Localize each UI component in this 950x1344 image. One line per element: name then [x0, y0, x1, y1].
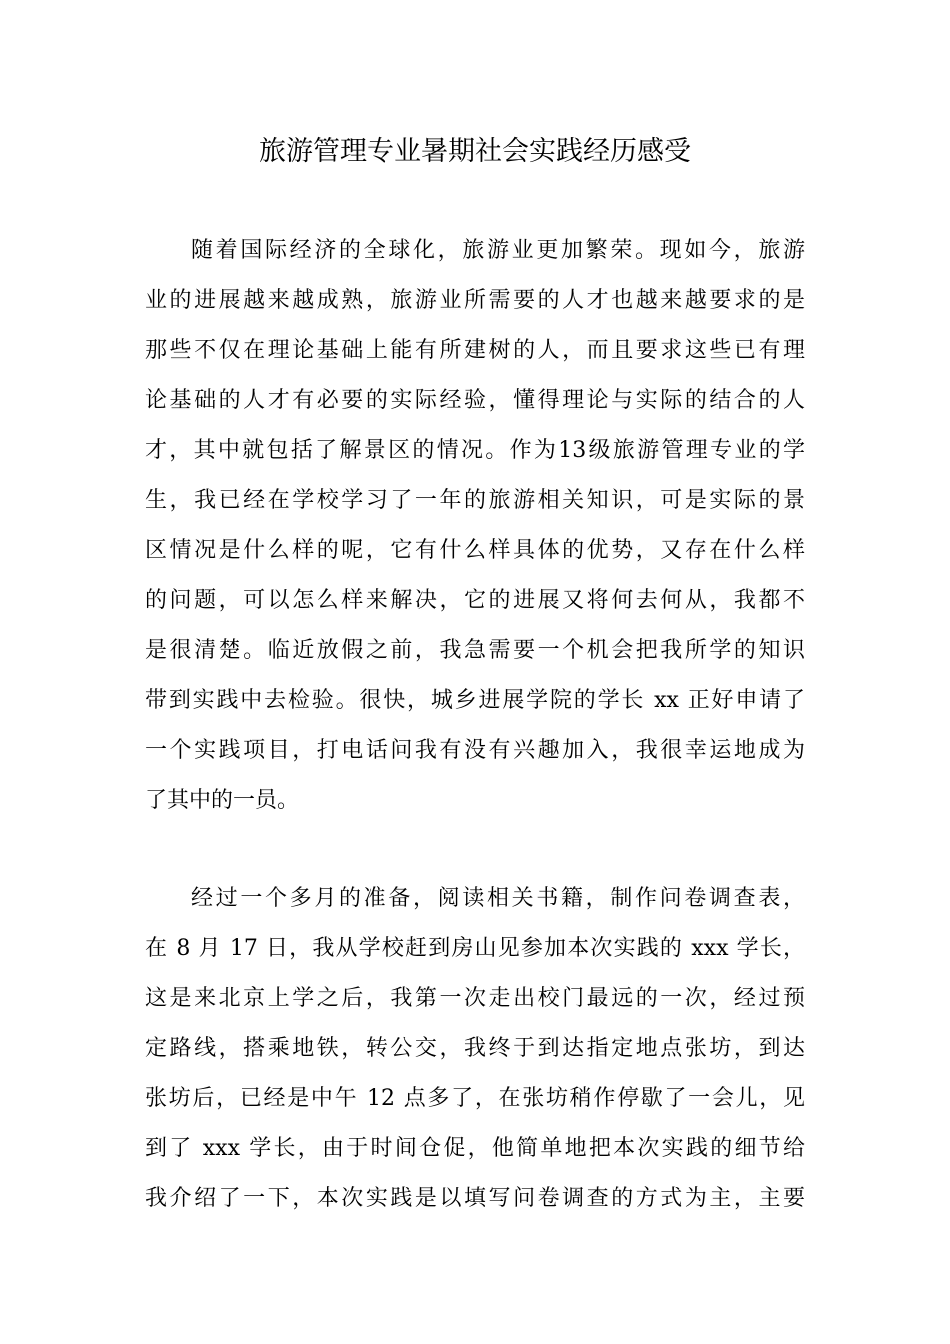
paragraph-line: 了其中的一员。	[145, 788, 300, 813]
paragraph-1	[145, 226, 805, 826]
paragraph-line: 业的进展越来越成熟，旅游业所需要的人才也越来越要求的是	[145, 288, 805, 313]
paragraph-line: 带到实践中去检验。很快，城乡进展学院的学长 xx 正好申请了	[145, 688, 805, 713]
paragraph-line: 才，其中就包括了解景区的情况。作为13级旅游管理专业的学	[145, 438, 805, 463]
paragraph-line: 的问题，可以怎么样来解决，它的进展又将何去何从，我都不	[145, 588, 805, 613]
paragraph-line: 是很清楚。临近放假之前，我急需要一个机会把我所学的知识	[145, 638, 805, 663]
paragraph-line: 我介绍了一下，本次实践是以填写问卷调查的方式为主，主要	[145, 1186, 805, 1211]
paragraph-line: 到了 xxx 学长，由于时间仓促，他简单地把本次实践的细节给	[145, 1136, 805, 1161]
paragraph-2	[145, 874, 805, 1224]
paragraph-line: 经过一个多月的准备，阅读相关书籍，制作问卷调查表，	[191, 886, 805, 911]
paragraph-line: 一个实践项目，打电话问我有没有兴趣加入，我很幸运地成为	[145, 738, 805, 763]
paragraph-line: 随着国际经济的全球化，旅游业更加繁荣。现如今，旅游	[191, 238, 805, 263]
paragraph-line: 生，我已经在学校学习了一年的旅游相关知识，可是实际的景	[145, 488, 805, 513]
paragraph-line: 区情况是什么样的呢，它有什么样具体的优势，又存在什么样	[145, 538, 805, 563]
paragraph-line: 定路线，搭乘地铁，转公交，我终于到达指定地点张坊，到达	[145, 1036, 805, 1061]
paragraph-line: 在 8 月 17 日，我从学校赶到房山见参加本次实践的 xxx 学长，	[145, 936, 805, 961]
paragraph-line: 论基础的人才有必要的实际经验，懂得理论与实际的结合的人	[145, 388, 805, 413]
document-title: 旅游管理专业暑期社会实践经历感受	[259, 136, 691, 167]
paragraph-line: 张坊后，已经是中午 12 点多了，在张坊稍作停歇了一会儿，见	[145, 1086, 805, 1111]
paragraph-line: 那些不仅在理论基础上能有所建树的人，而且要求这些已有理	[145, 338, 805, 363]
paragraph-line: 这是来北京上学之后，我第一次走出校门最远的一次，经过预	[145, 986, 805, 1011]
